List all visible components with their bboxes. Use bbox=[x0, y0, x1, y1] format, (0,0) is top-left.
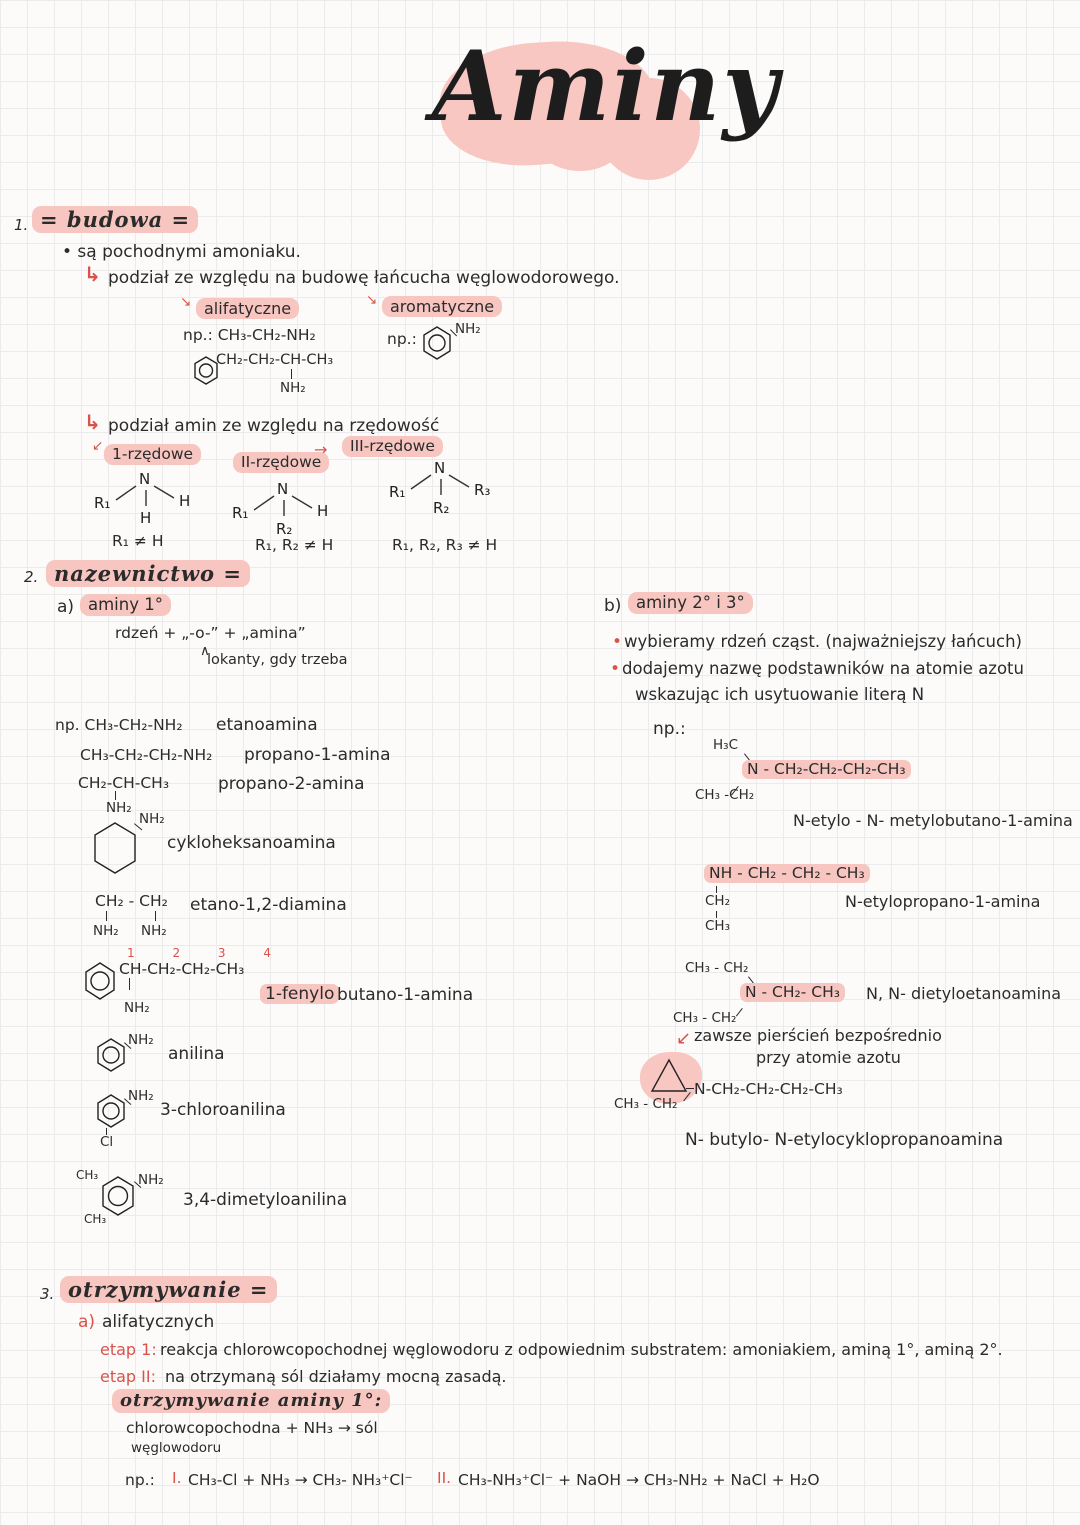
b1-ethyl: CH₃ -CH₂ bbox=[695, 787, 755, 803]
s3-np: np.: bbox=[125, 1471, 155, 1489]
r1-label: R₁ bbox=[389, 483, 406, 501]
b4-name: N- butylo- N-etylocyklopropanoamina bbox=[685, 1130, 1004, 1150]
bond-line bbox=[686, 1088, 694, 1089]
ex1-formula: np. CH₃-CH₂-NH₂ bbox=[55, 716, 183, 734]
s2b-label: aminy 2° i 3° bbox=[628, 592, 753, 614]
secondary-amine-condition: R₁, R₂ ≠ H bbox=[255, 536, 334, 554]
ex5-name: etano-1,2-diamina bbox=[190, 895, 347, 915]
primary-amine-structure bbox=[90, 468, 220, 530]
ex6-formula: CH-CH₂-CH₂-CH₃ bbox=[119, 960, 245, 978]
b3-chain: N - CH₂- CH₃ bbox=[740, 983, 845, 1002]
bond-line bbox=[716, 886, 717, 893]
s2b-rule-1: wybieramy rdzeń cząst. (najważniejszy łańcuch) bbox=[624, 632, 1022, 651]
h-label: H bbox=[140, 509, 152, 527]
b1-h3c: H₃C bbox=[713, 737, 738, 753]
label-aromatic: aromatyczne bbox=[382, 296, 502, 317]
ex1-name: etanoamina bbox=[216, 715, 318, 735]
bullet-icon: • bbox=[612, 632, 623, 652]
bond-line bbox=[291, 369, 292, 379]
b3-ethyl-top: CH₃ - CH₂ bbox=[685, 960, 749, 976]
etap1-label: etap 1: bbox=[100, 1340, 157, 1359]
benzene-ring-icon bbox=[422, 326, 452, 360]
caret-icon: ∧ bbox=[200, 643, 210, 659]
r2-label: R₂ bbox=[433, 499, 450, 517]
branch-arrow-icon: ↳ bbox=[84, 410, 101, 434]
s2b-np: np.: bbox=[653, 719, 686, 739]
s3a-prefix: a) bbox=[78, 1312, 96, 1332]
ex7-name: anilina bbox=[168, 1044, 225, 1064]
ex7-nh2: NH₂ bbox=[128, 1032, 154, 1048]
label-primary-amine: 1-rzędowe bbox=[104, 444, 201, 465]
bond-line bbox=[115, 791, 116, 800]
cyclopropane-ring-icon bbox=[650, 1058, 688, 1094]
aromatic-example-nh2: NH₂ bbox=[455, 321, 481, 337]
aromatic-example-np: np.: bbox=[387, 330, 417, 348]
h-label: H bbox=[179, 492, 191, 510]
section-2-number: 2. bbox=[24, 568, 39, 586]
s1-line-division-chain: podział ze względu na budowę łańcucha węglowodorowego. bbox=[108, 268, 620, 288]
label-aliphatic: alifatyczne bbox=[196, 298, 299, 319]
b2-chain: NH - CH₂ - CH₂ - CH₃ bbox=[704, 864, 870, 883]
ex9-ch3-top: CH₃ bbox=[76, 1168, 99, 1182]
reaction-1-label: I. bbox=[172, 1469, 182, 1487]
section-2-heading: nazewnictwo = bbox=[46, 560, 250, 587]
section-1-heading: = budowa = bbox=[32, 206, 198, 233]
ring-note-2: przy atomie azotu bbox=[756, 1048, 901, 1067]
section-3-heading: otrzymywanie = bbox=[60, 1276, 277, 1303]
aliphatic-example-chain: CH₂-CH₂-CH-CH₃ bbox=[216, 352, 334, 368]
ex4-nh2: NH₂ bbox=[139, 811, 165, 827]
s2b-rule-2: dodajemy nazwę podstawników na atomie azotu bbox=[622, 659, 1024, 678]
tertiary-amine-structure bbox=[385, 455, 525, 521]
ex6-name-rest: butano-1-amina bbox=[337, 985, 474, 1005]
r2-label: R₂ bbox=[276, 520, 293, 538]
aliphatic-example-nh2: NH₂ bbox=[280, 380, 306, 396]
secondary-amine-structure bbox=[228, 478, 358, 540]
bond-line bbox=[129, 978, 130, 990]
benzene-ring-icon bbox=[83, 962, 117, 1000]
s1-line-division-order: podział amin ze względu na rzędowość bbox=[108, 416, 440, 436]
ex8-nh2: NH₂ bbox=[128, 1088, 154, 1104]
b4-chain: N-CH₂-CH₂-CH₂-CH₃ bbox=[694, 1080, 843, 1098]
ex3-formula: CH₂-CH-CH₃ bbox=[78, 774, 170, 792]
ex3-nh2: NH₂ bbox=[106, 800, 132, 816]
b3-name: N, N- dietyloetanoamina bbox=[866, 984, 1062, 1003]
section-1-number: 1. bbox=[14, 216, 29, 234]
ex4-name: cykloheksanoamina bbox=[167, 833, 336, 853]
arrow-to-ring-icon: ↙ bbox=[676, 1028, 692, 1049]
arrow-to-aromatic-icon: ↘ bbox=[366, 292, 378, 308]
b1-name: N-etylo - N- metylobutano-1-amina bbox=[793, 811, 1073, 830]
n-label: N bbox=[139, 470, 151, 488]
arrow-to-tertiary-icon: → bbox=[314, 440, 328, 459]
benzene-ring-icon bbox=[96, 1094, 126, 1128]
r3-label: R₃ bbox=[474, 481, 491, 499]
ring-note-1: zawsze pierścień bezpośrednio bbox=[694, 1026, 942, 1045]
scheme-line-2: węglowodoru bbox=[131, 1440, 222, 1456]
n-label: N bbox=[434, 459, 446, 477]
section-3-number: 3. bbox=[40, 1285, 55, 1303]
reaction-2-label: II. bbox=[437, 1469, 452, 1487]
bond-line bbox=[736, 1008, 743, 1016]
cyclohexane-ring-icon bbox=[92, 822, 138, 874]
arrow-to-primary-icon: ↙ bbox=[92, 438, 104, 454]
bond-line bbox=[155, 911, 156, 921]
ex3-name: propano-2-amina bbox=[218, 774, 365, 794]
b2-name: N-etylopropano-1-amina bbox=[845, 892, 1041, 911]
ex6-nh2: NH₂ bbox=[124, 1000, 150, 1016]
n-label: N bbox=[277, 480, 289, 498]
ex5-formula: CH₂ - CH₂ bbox=[95, 892, 168, 910]
benzene-ring-icon bbox=[96, 1038, 126, 1072]
naming-rule-note: lokanty, gdy trzeba bbox=[207, 652, 348, 668]
ex6-name-phenyl: 1-fenylo bbox=[260, 984, 339, 1004]
s3-sub-heading: otrzymywanie aminy 1°: bbox=[112, 1389, 390, 1413]
ex9-nh2: NH₂ bbox=[138, 1172, 164, 1188]
s2b-rule-3: wskazując ich usytuowanie literą N bbox=[635, 685, 925, 704]
b2-ch2: CH₂ bbox=[705, 893, 730, 909]
label-tertiary-amine: III-rzędowe bbox=[342, 436, 443, 457]
ex5-nh2-left: NH₂ bbox=[93, 923, 119, 939]
bullet-icon: • bbox=[610, 659, 621, 679]
s3a-label: alifatycznych bbox=[102, 1312, 215, 1332]
naming-rule: rdzeń + „-o-” + „amina” bbox=[115, 624, 306, 642]
branch-arrow-icon: ↳ bbox=[84, 262, 101, 286]
b2-ch3: CH₃ bbox=[705, 918, 730, 934]
ex9-ch3-bottom: CH₃ bbox=[84, 1212, 107, 1226]
ex8-cl: Cl bbox=[100, 1134, 114, 1150]
ex5-nh2-right: NH₂ bbox=[141, 923, 167, 939]
b1-chain: N - CH₂-CH₂-CH₂-CH₃ bbox=[742, 760, 911, 779]
label-secondary-amine: II-rzędowe bbox=[233, 452, 329, 473]
arrow-to-aliphatic-icon: ↘ bbox=[180, 294, 192, 310]
ex2-formula: CH₃-CH₂-CH₂-NH₂ bbox=[80, 746, 213, 764]
s2a-prefix: a) bbox=[57, 597, 75, 617]
r1-label: R₁ bbox=[94, 494, 111, 512]
aliphatic-example-formula: np.: CH₃-CH₂-NH₂ bbox=[183, 326, 316, 344]
bond-line bbox=[716, 911, 717, 918]
ex6-carbon-numbers: 1 2 3 4 bbox=[127, 946, 288, 960]
r1-label: R₁ bbox=[232, 504, 249, 522]
page-title: Aminy bbox=[432, 30, 781, 143]
b3-ethyl-bottom: CH₃ - CH₂ bbox=[673, 1010, 737, 1026]
b4-ethyl: CH₃ - CH₂ bbox=[614, 1096, 678, 1112]
ex9-name: 3,4-dimetyloanilina bbox=[183, 1190, 348, 1210]
scheme-line-1: chlorowcopochodna + NH₃ → sól bbox=[126, 1419, 378, 1437]
h-label: H bbox=[317, 502, 329, 520]
etap2-label: etap II: bbox=[100, 1367, 156, 1386]
primary-amine-condition: R₁ ≠ H bbox=[112, 532, 164, 550]
benzene-ring-icon bbox=[100, 1176, 136, 1216]
s2a-label: aminy 1° bbox=[80, 594, 171, 616]
bond-line bbox=[106, 911, 107, 921]
etap1-text: reakcja chlorowcopochodnej węglowodoru z odpowiednim substratem: amoniakiem, aminą 1°, aminą 2°. bbox=[160, 1340, 1003, 1359]
reaction-2: CH₃-NH₃⁺Cl⁻ + NaOH → CH₃-NH₂ + NaCl + H₂O bbox=[458, 1471, 820, 1489]
s1-line-derivatives: • są pochodnymi amoniaku. bbox=[62, 242, 301, 262]
etap2-text: na otrzymaną sól działamy mocną zasadą. bbox=[165, 1367, 507, 1386]
s2b-prefix: b) bbox=[604, 596, 622, 616]
ex8-name: 3-chloroanilina bbox=[160, 1100, 286, 1120]
tertiary-amine-condition: R₁, R₂, R₃ ≠ H bbox=[392, 536, 498, 554]
ex2-name: propano-1-amina bbox=[244, 745, 391, 765]
reaction-1: CH₃-Cl + NH₃ → CH₃- NH₃⁺Cl⁻ bbox=[188, 1471, 413, 1489]
